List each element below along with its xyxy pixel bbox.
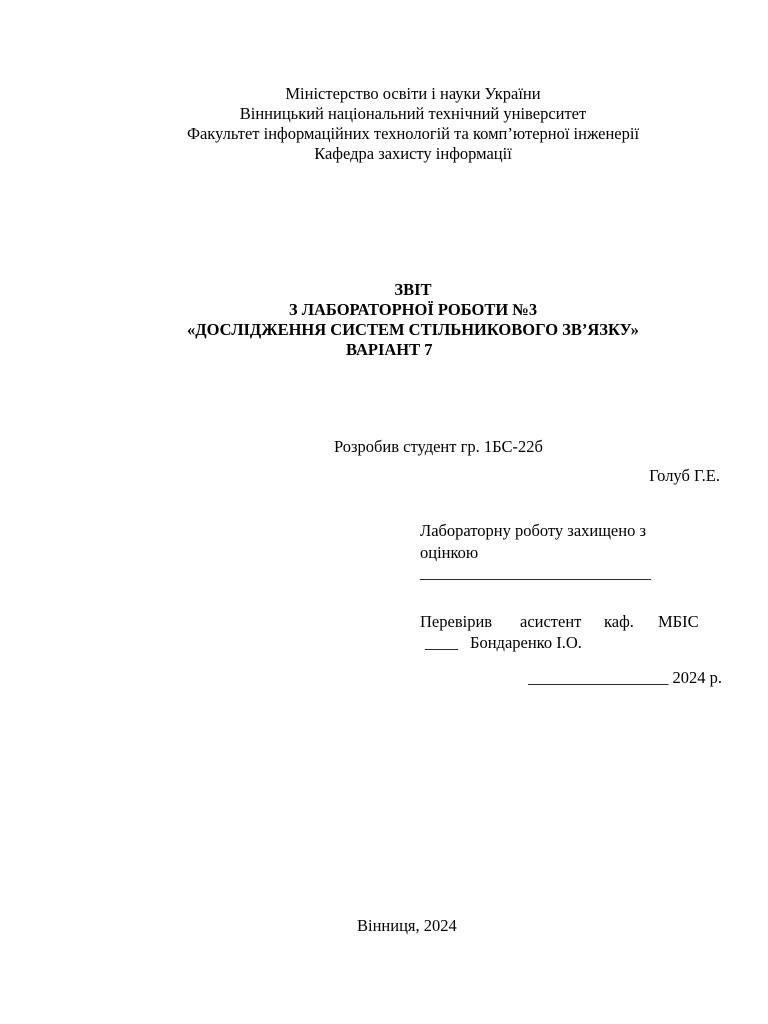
ministry-line: Міністерство освіти і науки України	[285, 84, 541, 103]
checker-role: асистент	[520, 612, 582, 631]
checker-dept: МБІС	[658, 612, 699, 631]
lab-topic-title: «ДОСЛІДЖЕННЯ СИСТЕМ СТІЛЬНИКОВОГО ЗВ’ЯЗКУ»	[187, 320, 639, 339]
city-year: Вінниця, 2024	[357, 916, 457, 935]
developed-by-line: Розробив студент гр. 1БС-22б	[334, 437, 543, 456]
checked-by-label: Перевірив	[420, 612, 493, 631]
university-line: Вінницький національний технічний університет	[239, 104, 587, 123]
defense-line: Лабораторну роботу захищено з	[420, 521, 646, 540]
checker-dept-abbr: каф.	[604, 612, 634, 631]
checker-name: Бондаренко І.О.	[470, 633, 582, 652]
lab-number-title: З ЛАБОРАТОРНОЇ РОБОТИ №3	[288, 300, 538, 319]
signature-blank: ____	[425, 633, 458, 652]
date-line: _________________ 2024 р.	[528, 668, 722, 687]
report-title: ЗВІТ	[394, 280, 432, 299]
faculty-line: Факультет інформаційних технологій та комп’ютерної інженерії	[186, 124, 640, 143]
department-line: Кафедра захисту інформації	[314, 144, 512, 163]
student-name: Голуб Г.Е.	[649, 466, 720, 485]
grade-blank: ____________________________	[420, 563, 651, 582]
grade-label: оцінкою	[420, 543, 479, 562]
variant-title: ВАРІАНТ 7	[346, 340, 433, 359]
